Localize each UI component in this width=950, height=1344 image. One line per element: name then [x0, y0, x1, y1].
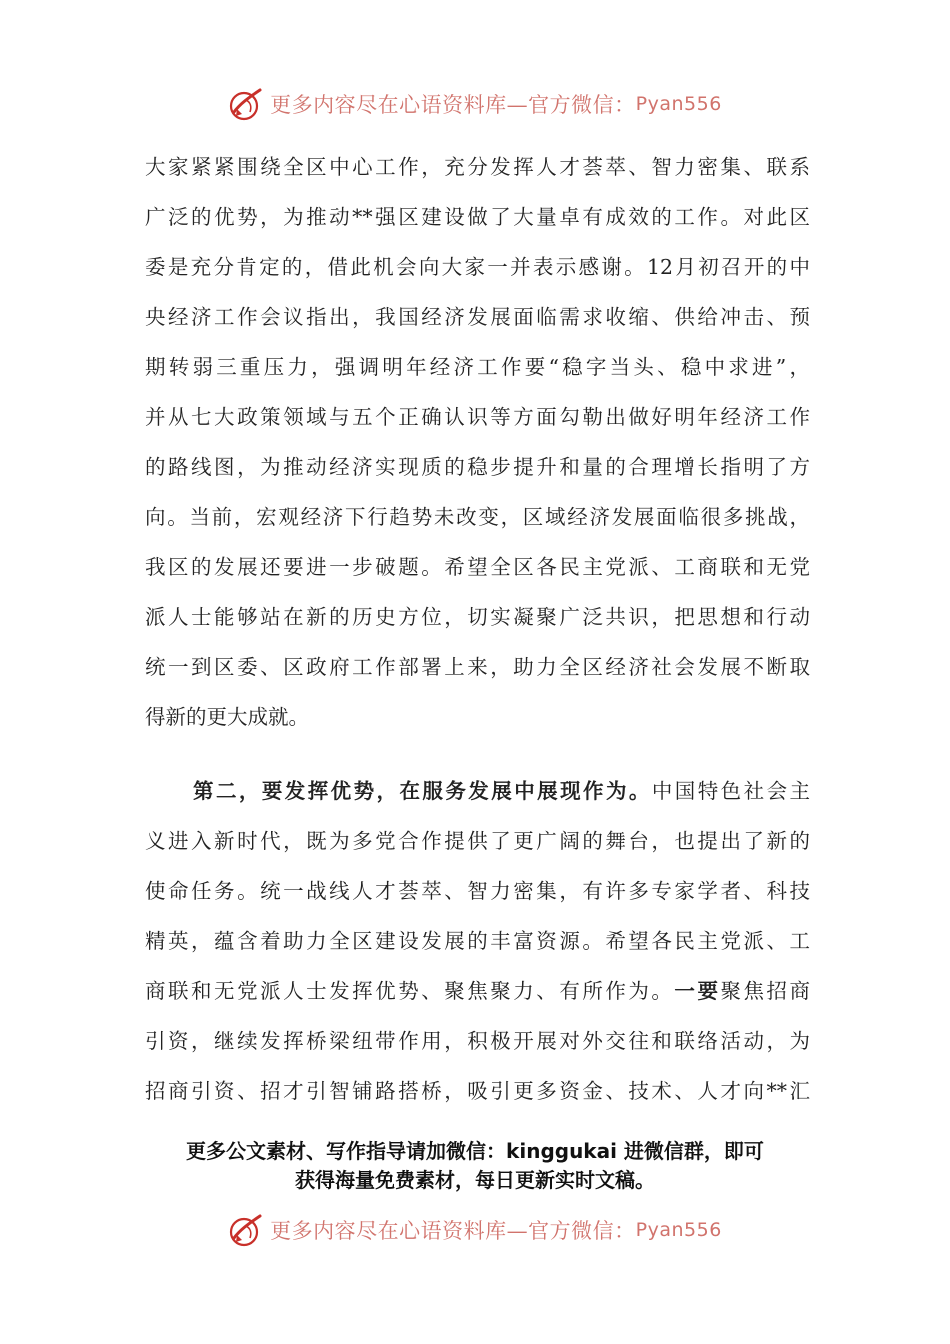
emphasis-fragment: 一要	[674, 979, 721, 1003]
text-line: 我区的发展还要进一步破题。希望全区各民主党派、工商联和无党	[145, 555, 810, 579]
document-body	[145, 142, 810, 1116]
text-line: 的路线图，为推动经济实现质的稳步提升和量的合理增长指明了方	[145, 455, 810, 479]
text-line: 并从七大政策领域与五个正确认识等方面勾勒出做好明年经济工作	[145, 405, 810, 429]
text-line: 广泛的优势，为推动**强区建设做了大量卓有成效的工作。对此区	[145, 205, 810, 229]
watermark-text: 更多内容尽在心语资料库—官方微信：	[270, 93, 636, 117]
paragraph-1	[145, 142, 810, 742]
text-line: 央经济工作会议指出，我国经济发展面临需求收缩、供给冲击、预	[145, 305, 810, 329]
pen-logo-icon	[228, 86, 264, 122]
text-line: 引资，继续发挥桥梁纽带作用，积极开展对外交往和联络活动，为	[145, 1029, 810, 1053]
section-heading: 第二，要发挥优势，在服务发展中展现作为。	[193, 779, 652, 803]
watermark-wechat-id: Pyan556	[635, 93, 722, 115]
promo-line-1: 更多公文素材、写作指导请加微信：kinggukai 进微信群，即可	[186, 1139, 764, 1163]
text-line: 得新的更大成就。	[145, 705, 309, 729]
section-heading-line	[145, 766, 810, 816]
text-line: 义进入新时代，既为多党合作提供了更广阔的舞台，也提出了新的	[145, 829, 810, 853]
paragraph-2	[145, 766, 810, 1116]
promo-line-2: 获得海量免费素材，每日更新实时文稿。	[295, 1168, 655, 1192]
text-fragment: 商联和无党派人士发挥优势、聚焦聚力、有所作为。	[145, 979, 675, 1003]
text-line: 期转弱三重压力，强调明年经济工作要“稳字当头、稳中求进”，	[145, 355, 810, 379]
text-line: 使命任务。统一战线人才荟萃、智力密集，有许多专家学者、科技	[145, 879, 810, 903]
header-watermark	[0, 84, 950, 124]
pen-logo-icon	[228, 1212, 264, 1248]
promo-notice	[0, 1137, 950, 1195]
text-line: 招商引资、招才引智铺路搭桥，吸引更多资金、技术、人才向**汇	[145, 1079, 810, 1103]
text-fragment: 聚焦招商	[720, 979, 811, 1003]
footer-watermark	[0, 1210, 950, 1250]
text-line: 委是充分肯定的，借此机会向大家一并表示感谢。12月初召开的中	[145, 255, 810, 279]
text-line: 统一到区委、区政府工作部署上来，助力全区经济社会发展不断取	[145, 655, 810, 679]
text-fragment: 中国特色社会主	[651, 779, 811, 803]
text-line-mixed	[145, 966, 810, 1016]
text-line: 大家紧紧围绕全区中心工作，充分发挥人才荟萃、智力密集、联系	[145, 155, 810, 179]
watermark-text: 更多内容尽在心语资料库—官方微信：	[270, 1219, 636, 1243]
text-line: 精英，蕴含着助力全区建设发展的丰富资源。希望各民主党派、工	[145, 929, 810, 953]
text-line: 向。当前，宏观经济下行趋势未改变，区域经济发展面临很多挑战，	[145, 505, 810, 529]
watermark-wechat-id: Pyan556	[635, 1219, 722, 1241]
text-line: 派人士能够站在新的历史方位，切实凝聚广泛共识，把思想和行动	[145, 605, 810, 629]
